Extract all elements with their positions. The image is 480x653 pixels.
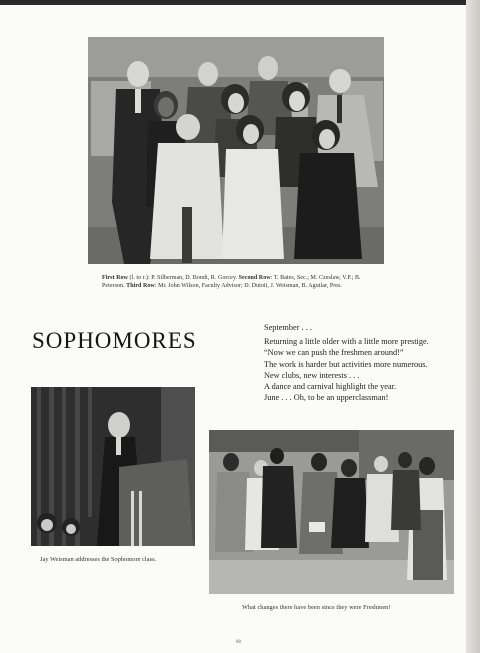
verse-line: June . . . Oh, to be an upperclassman! <box>264 393 389 403</box>
students-crowd-photo <box>209 430 454 594</box>
verse-text <box>264 322 474 403</box>
speaker-photo <box>31 387 195 546</box>
speaker-photo-caption: Jay Weisman addresses the Sophomore class. <box>40 556 157 563</box>
scan-border-top <box>0 0 480 5</box>
page-number: 88 <box>236 640 241 645</box>
officers-group-photo <box>88 37 384 264</box>
officers-photo-caption: First Row (l. to r.): P. Silberman, D. Bondi, R. Gorcey. Second Row: T. Bates, Sec.; M. Czeslaw, V.P.; B. Peterson. Third Row: Mr. John Wilson, Faculty Advisor; D. Dutoit, J. Weisman, B. Aguilar, Pres. <box>102 275 361 290</box>
section-heading: SOPHOMORES <box>32 328 197 353</box>
verse-line: A dance and carnival highlight the year. <box>264 382 397 392</box>
verse-line: Returning a little older with a little more prestige. <box>264 337 429 347</box>
verse-line: “Now we can push the freshmen around!” <box>264 348 404 358</box>
crowd-photo-caption: What changes there have been since they were Freshmen! <box>242 604 391 611</box>
verse-line: The work is harder but activities more numerous. <box>264 359 428 369</box>
verse-line: New clubs, new interests . . . <box>264 370 360 380</box>
verse-line: September . . . <box>264 323 312 332</box>
